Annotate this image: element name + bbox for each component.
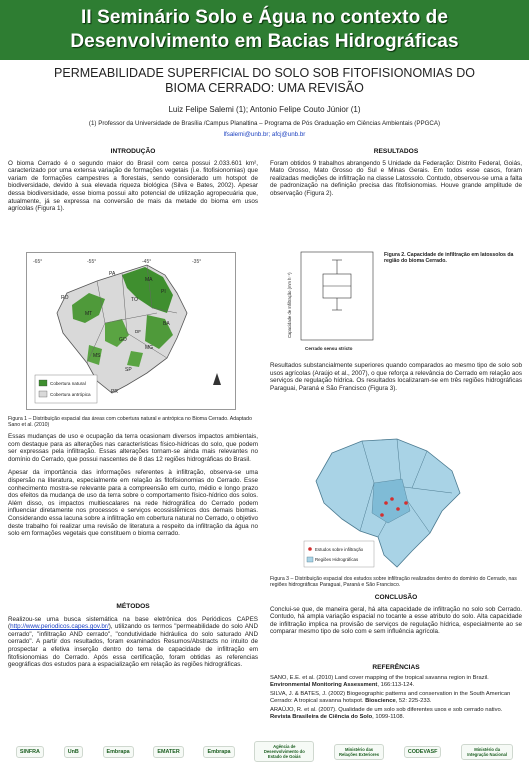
logo-embrapa-1: Embrapa [103, 746, 134, 758]
conclusion-paragraph: Conclui-se que, de maneira geral, há alta capacidade de infiltração no solo sob Cerrado. Contudo, há ampla variação espacial no tocante a esse atributo do solo. Alta capacidade de infiltração implica na provisão de serviços de regulação hídrica, especialmente ao se comparar mesmo tipo de solo com e sem influência agrícola. [270, 605, 522, 636]
study-point-2 [390, 497, 394, 501]
svg-text:-45°: -45° [142, 259, 152, 265]
map-label-df: DF [135, 329, 141, 334]
results-paragraph-1: Foram obtidos 9 trabalhos abrangendo 5 Unidade da Federação: Distrito Federal, Goiás, Mato Grosso, Mato Grosso do Sul e Minas Gerais. Em todos esse casos, foram realizadas medições de infiltração na classe Latossolo. Contudo, observou-se uma a falta de padronização na definição precisa das fitofisionomias. Houve grande amplitude de observação (Figura 2). [270, 159, 522, 197]
reference-1: SANO, E.E. et al. (2010) Land cover mapping of the tropical savanna region in Brazil. Environmental Monitoring Assessment, 166:113-124. [270, 675, 489, 688]
svg-text:-55°: -55° [87, 259, 97, 265]
emails[interactable]: lfsalemi@unb.br; afcj@unb.br [223, 131, 306, 138]
map-label-pr: PR [111, 389, 118, 395]
map-label-ro: RO [61, 295, 69, 301]
methods-paragraph [8, 616, 258, 669]
infiltration-boxplot [283, 248, 378, 353]
header-banner [0, 0, 529, 60]
study-point-1 [384, 501, 388, 505]
banner-title-line2: Desenvolvimento em Bacias Hidrográficas [70, 31, 459, 52]
map-label-go: GO [119, 337, 127, 343]
brazil-hydro-map [302, 433, 468, 573]
results-paragraph-2: Resultados substancialmente superiores quando comparados ao mesmo tipo de solo sob usos agrícolas (Araújo et al., 2007), o que reforça a relevância do Cerrado em relação aos serviços de regulação hídrica. Os resultados localizaram-se em três regiões hidrográficas Paraguai, Paraná e São Francisco (Figura 3). [270, 362, 523, 392]
legend-anthropic-cover: Cobertura antrópica [50, 392, 91, 397]
study-point-4 [380, 513, 384, 517]
capes-link[interactable]: http://www.periodicos.capes.gov.br/ [10, 623, 109, 631]
logo-sinfra: SINFRA [16, 746, 44, 758]
map-label-ba: BA [163, 321, 170, 327]
affiliation: (1) Professor da Universidade de Brasília /Campus Planaltina – Programa de Pós Graduação em Ciências Ambientais (PPGCA) [88, 120, 441, 127]
poster-title-line2: BIOMA CERRADO: UMA REVISÃO [165, 81, 364, 95]
brazil-map-svg [302, 433, 468, 573]
intro-section [8, 148, 258, 213]
map-label-pa: PA [109, 271, 116, 277]
map-label-to: TO [131, 297, 138, 303]
map-label-mt: MT [85, 311, 93, 317]
boxplot-svg [283, 248, 378, 353]
sponsor-logos-bar [0, 735, 529, 768]
banner-title-line1: II Seminário Solo e Água no contexto de [80, 7, 449, 28]
svg-text:-65°: -65° [33, 259, 43, 265]
map-label-ma: MA [145, 277, 153, 283]
results-heading: RESULTADOS [373, 148, 419, 155]
methods-section [8, 603, 258, 669]
map-legend-regions: Regiões Hidrográficas [315, 557, 359, 562]
map-label-sp: SP [125, 367, 132, 373]
references-section [270, 664, 522, 723]
intro-paragraph-3: Apesar da importância das informações referentes à infiltração, observa-se uma dispersão na literatura, especialmente em relação às fitofisionomias do Cerrado. Esse conhecimento mostra-se relevante para a compreensão em curto, médio e longo prazo dos efeitos da mudança de uso da terra sobre o comportamento físico-hídrico dos solos. Além disso, os impactos multiescalares na rede hidrográfica do Cerrado podem influenciar diretamente nos processos e serviços ecossistêmicos dos demais biomas. Considerando essa lacuna sobre a infiltração em cobertura natural no Cerrado, o objetivo deste trabalho foi realizar uma revisão de literatura a respeito da infiltração da água no solo em formações vegetais que constituem o bioma cerrado. [8, 469, 258, 538]
methods-text-a: Realizou-se uma busca sistemática na base eletrônica dos Periódicos CAPES ( [8, 615, 258, 631]
logo-codevasf: CODEVASF [404, 746, 442, 758]
methods-text-b: ), utilizando os termos "permeabilidade do solo AND cerrado", "infiltração AND cerrado", "condutividade hidráulica do solo saturado AND cerrado". A partir dos resultados, foram examinados Resumos/Abstracts no intuito de prospectar a efetiva inserção dentro do tema de capacidade de infiltração em fitofisionomias do Cerrado. Após essa certificação, foram obtidas as referencias geográficas dos estudos para a espacialização em relação às regiões hidrográficas. [8, 623, 258, 669]
reference-2: SILVA, J. & BATES, J. (2002) Biogeographic patterns and conservation in the South American Cerrado: A tropical savanna hotspot. Bioscience, 52: 225-233. [270, 691, 511, 704]
intro-paragraph-1: O bioma Cerrado é o segundo maior do Brasil com cerca possui 2.033.601 km², caracterizado por uma extensa variação de formações vegetais (i.e. fitofisionomias) que variam de formações campestres a florestais, sendo considerado um hotspot de biodiversidade, devido à sua elevada riqueza biológica (Silva e Bates, 2002). Apesar dessa biodiversidade, esse bioma possui alto potencial de utilização agropecuária que, atualmente, já se expressa na conversão de mais da metade do bioma em usos agrícolas (Figura 1). [8, 159, 258, 213]
legend-natural-cover: Cobertura natural [50, 381, 86, 386]
logo-ministerio-relacoes: Ministério das Relações Exteriores [334, 744, 384, 760]
boxplot-ylabel: Capacidade de Infiltração (mm h⁻¹) [287, 272, 292, 338]
logo-unb: UnB [64, 746, 83, 758]
methods-heading: MÉTODOS [116, 603, 150, 610]
cerrado-land-cover-map [26, 252, 236, 410]
map-label-ms: MS [93, 353, 101, 359]
poster-title-line1: PERMEABILIDADE SUPERFICIAL DO SOLO SOB FITOFISIONOMIAS DO [54, 66, 475, 80]
intro-heading: INTRODUÇÃO [110, 148, 156, 155]
boxplot-xlabel: Cerrado sensu stricto [305, 346, 353, 351]
study-point-3 [396, 507, 400, 511]
logo-ministerio-integracao: Ministério da Integração Nacional [461, 744, 513, 760]
study-point-5 [404, 501, 408, 505]
reference-3: ARAÚJO, R. et al. (2007). Qualidade de um solo sob diferentes usos e sob cerrado nativo. Revista Brasileira de Ciência do Solo, 1099-1108. [270, 707, 503, 720]
logo-emater: EMATER [153, 746, 183, 758]
map-label-mg: MG [145, 345, 154, 351]
references-heading: REFERÊNCIAS [372, 664, 420, 671]
map-legend-studies: Estudos sobre infiltração [315, 547, 364, 552]
authors: Luiz Felipe Salemi (1); Antonio Felipe Couto Júnior (1) [168, 105, 361, 114]
logo-embrapa-2: Embrapa [203, 746, 234, 758]
conclusion-section [270, 594, 522, 636]
map-label-pi: PI [161, 289, 166, 295]
logo-agencia-goias: Agência de Desenvolvimento do Estado de Goiás [254, 741, 314, 762]
poster-title [10, 66, 519, 96]
svg-text:-35°: -35° [192, 259, 202, 265]
intro-continued [8, 433, 258, 538]
figure-1-caption: Figura 1 – Distribuição espacial das áreas com cobertura natural e antrópica no Bioma Cerrado. Adaptado Sano et al. (2010) [8, 416, 252, 429]
figure-3-caption: Figura 3 – Distribuição espacial dos estudos sobre infiltração realizados dentro do domínio do Cerrado, nas regiões hidrográficas Paraguai, Paraná e São Francisco. [270, 576, 517, 589]
figure-2-caption: Figura 2. Capacidade de infiltração em latossolos da região do bioma Cerrado. [384, 252, 514, 265]
conclusion-heading: CONCLUSÃO [374, 594, 418, 601]
cerrado-map-svg [27, 253, 235, 409]
results-section [270, 148, 522, 198]
intro-paragraph-2: Essas mudanças de uso e ocupação da terra ocasionam diversos impactos ambientais, com destaque para as alterações nas características físico-hídricas do solo, que podem ser expressas pela infiltração. Essas alterações tornam-se ainda mais relevantes no domínio do Cerrado, que possui nascentes de 8 das 12 regiões hidrográficas do Brasil. [8, 433, 258, 463]
